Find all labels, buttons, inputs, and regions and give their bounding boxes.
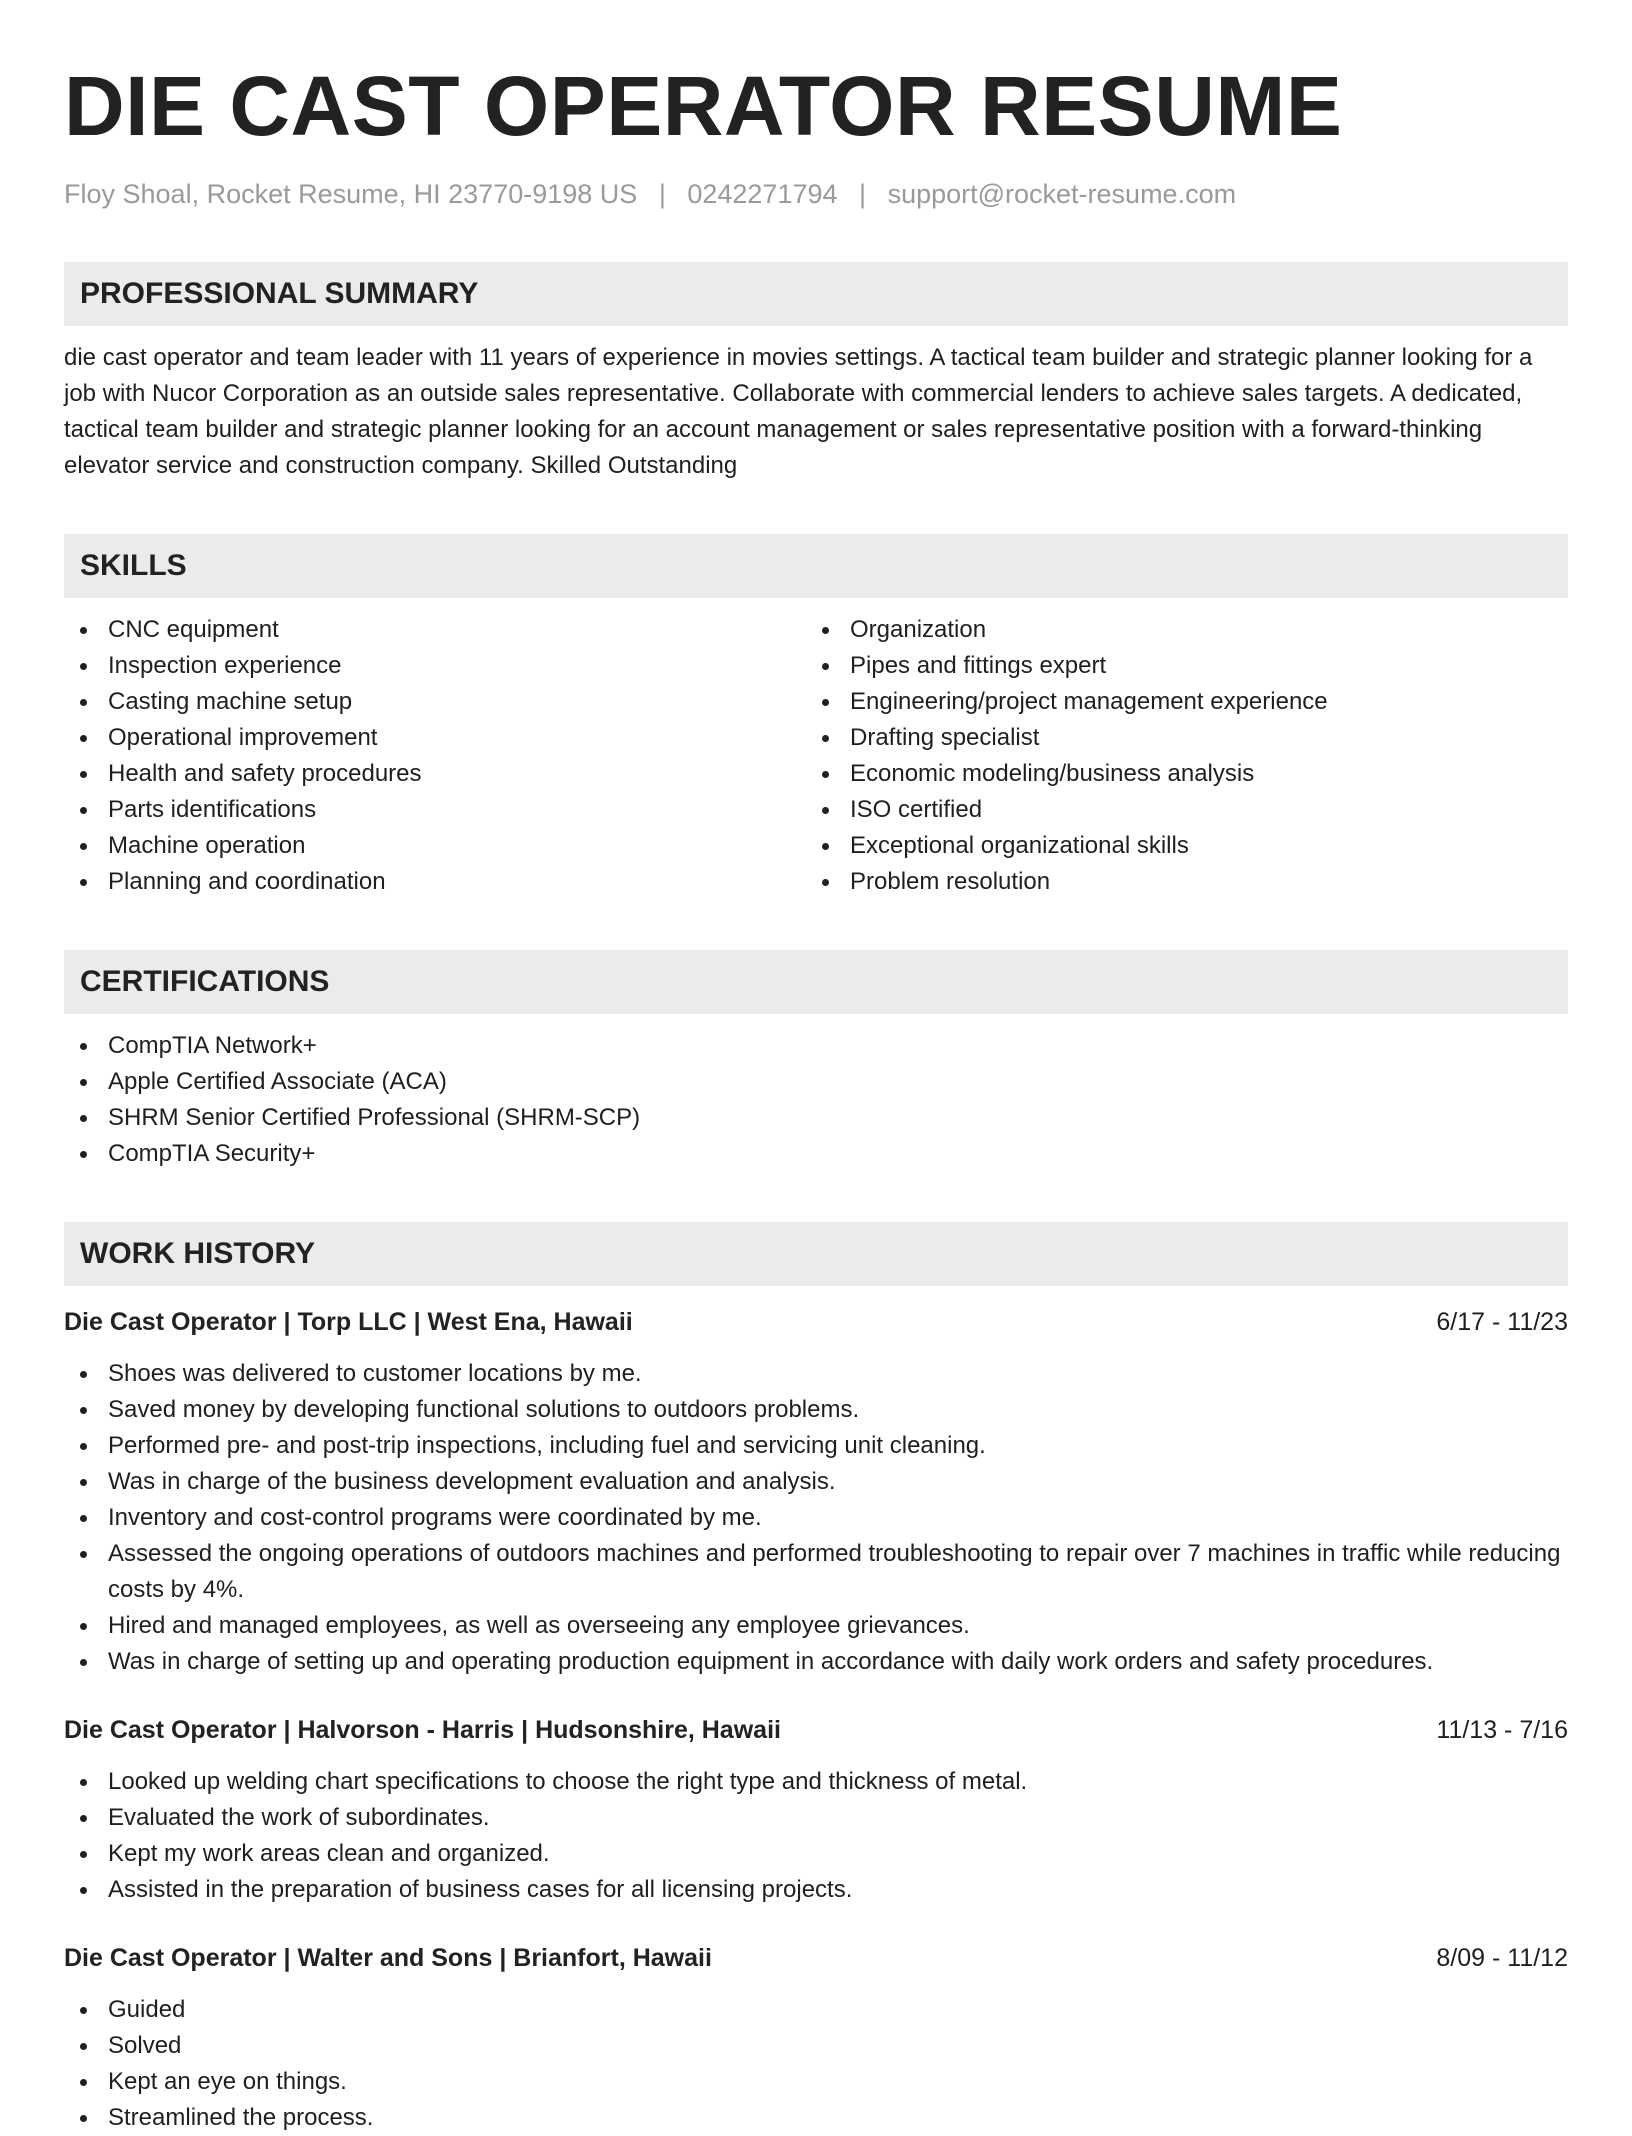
contact-separator: | xyxy=(859,179,867,209)
section-heading-work-history: WORK HISTORY xyxy=(64,1222,1568,1286)
job-bullet: Assessed the ongoing operations of outdoors machines and performed troubleshooting to repair over 7 machines in traffic while reducing costs by 4%. xyxy=(64,1536,1568,1608)
skill-item: Operational improvement xyxy=(64,720,806,756)
job-bullet: Looked up welding chart specifications to choose the right type and thickness of metal. xyxy=(64,1764,1568,1800)
job-header xyxy=(64,1712,1568,1748)
job-entry xyxy=(64,1940,1568,2136)
job-bullet: Assisted in the preparation of business cases for all licensing projects. xyxy=(64,1872,1568,1908)
skill-item: Pipes and fittings expert xyxy=(806,648,1548,684)
skill-item: ISO certified xyxy=(806,792,1548,828)
skill-item: Drafting specialist xyxy=(806,720,1548,756)
summary-text: die cast operator and team leader with 11 years of experience in movies settings. A tactical team builder and strategic planner looking for a job with Nucor Corporation as an outside sales representative. Collaborate with commercial lenders to achieve sales targets. A dedicated, tactical team builder and strategic planner looking for an account management or sales representative position with a forward-thinking elevator service and construction company. Skilled Outstanding xyxy=(64,344,1533,479)
job-header xyxy=(64,1304,1568,1340)
job-bullet: Shoes was delivered to customer locations by me. xyxy=(64,1356,1568,1392)
skill-item: Parts identifications xyxy=(64,792,806,828)
job-bullet: Streamlined the process. xyxy=(64,2100,1568,2136)
job-dates: 11/13 - 7/16 xyxy=(1436,1716,1568,1744)
section-heading-skills: SKILLS xyxy=(64,534,1568,598)
job-header xyxy=(64,1940,1568,1976)
skill-item: Casting machine setup xyxy=(64,684,806,720)
job-bullet: Kept my work areas clean and organized. xyxy=(64,1836,1568,1872)
job-bullet-list xyxy=(64,1764,1568,1908)
skill-item: Planning and coordination xyxy=(64,864,806,900)
skill-item: Health and safety procedures xyxy=(64,756,806,792)
job-bullet: Evaluated the work of subordinates. xyxy=(64,1800,1568,1836)
job-bullet: Was in charge of the business development evaluation and analysis. xyxy=(64,1464,1568,1500)
job-bullet: Performed pre- and post-trip inspections, including fuel and servicing unit cleaning. xyxy=(64,1428,1568,1464)
certification-item: CompTIA Network+ xyxy=(64,1028,1568,1064)
skill-item: Problem resolution xyxy=(806,864,1548,900)
certification-item: CompTIA Security+ xyxy=(64,1136,1568,1172)
resume-page xyxy=(64,56,1568,2136)
skill-item: CNC equipment xyxy=(64,612,806,648)
contact-separator: | xyxy=(658,179,666,209)
job-bullet: Inventory and cost-control programs were coordinated by me. xyxy=(64,1500,1568,1536)
section-heading-summary: PROFESSIONAL SUMMARY xyxy=(64,262,1568,326)
skill-item: Economic modeling/business analysis xyxy=(806,756,1548,792)
job-bullet-list xyxy=(64,1356,1568,1680)
certification-item: Apple Certified Associate (ACA) xyxy=(64,1064,1568,1100)
job-title: Die Cast Operator | Walter and Sons | Brianfort, Hawaii xyxy=(64,1944,712,1972)
skill-item: Engineering/project management experience xyxy=(806,684,1548,720)
skills-list xyxy=(64,612,1568,900)
job-bullet: Saved money by developing functional solutions to outdoors problems. xyxy=(64,1392,1568,1428)
skill-item: Exceptional organizational skills xyxy=(806,828,1548,864)
job-bullet-list xyxy=(64,1992,1568,2136)
job-bullet: Was in charge of setting up and operating production equipment in accordance with daily work orders and safety procedures. xyxy=(64,1644,1568,1680)
job-dates: 6/17 - 11/23 xyxy=(1436,1308,1568,1336)
job-bullet: Hired and managed employees, as well as overseeing any employee grievances. xyxy=(64,1608,1568,1644)
job-bullet: Guided xyxy=(64,1992,1568,2028)
resume-title: DIE CAST OPERATOR RESUME xyxy=(64,59,1343,153)
skills-column-right xyxy=(806,612,1548,900)
contact-email: support@rocket-resume.com xyxy=(887,179,1237,209)
certification-item: SHRM Senior Certified Professional (SHRM-SCP) xyxy=(64,1100,1568,1136)
job-title: Die Cast Operator | Torp LLC | West Ena, Hawaii xyxy=(64,1308,633,1336)
job-bullet: Kept an eye on things. xyxy=(64,2064,1568,2100)
skill-item: Machine operation xyxy=(64,828,806,864)
skill-item: Inspection experience xyxy=(64,648,806,684)
skill-item: Organization xyxy=(806,612,1548,648)
contact-address: Floy Shoal, Rocket Resume, HI 23770-9198 US xyxy=(64,179,638,209)
skills-column-left xyxy=(64,612,806,900)
job-entry xyxy=(64,1304,1568,1680)
contact-line xyxy=(64,176,1568,212)
job-entry xyxy=(64,1712,1568,1908)
job-title: Die Cast Operator | Halvorson - Harris | Hudsonshire, Hawaii xyxy=(64,1716,781,1744)
job-dates: 8/09 - 11/12 xyxy=(1436,1944,1568,1972)
contact-phone: 0242271794 xyxy=(687,179,838,209)
job-bullet: Solved xyxy=(64,2028,1568,2064)
section-heading-certifications: CERTIFICATIONS xyxy=(64,950,1568,1014)
certifications-list xyxy=(64,1028,1568,1172)
